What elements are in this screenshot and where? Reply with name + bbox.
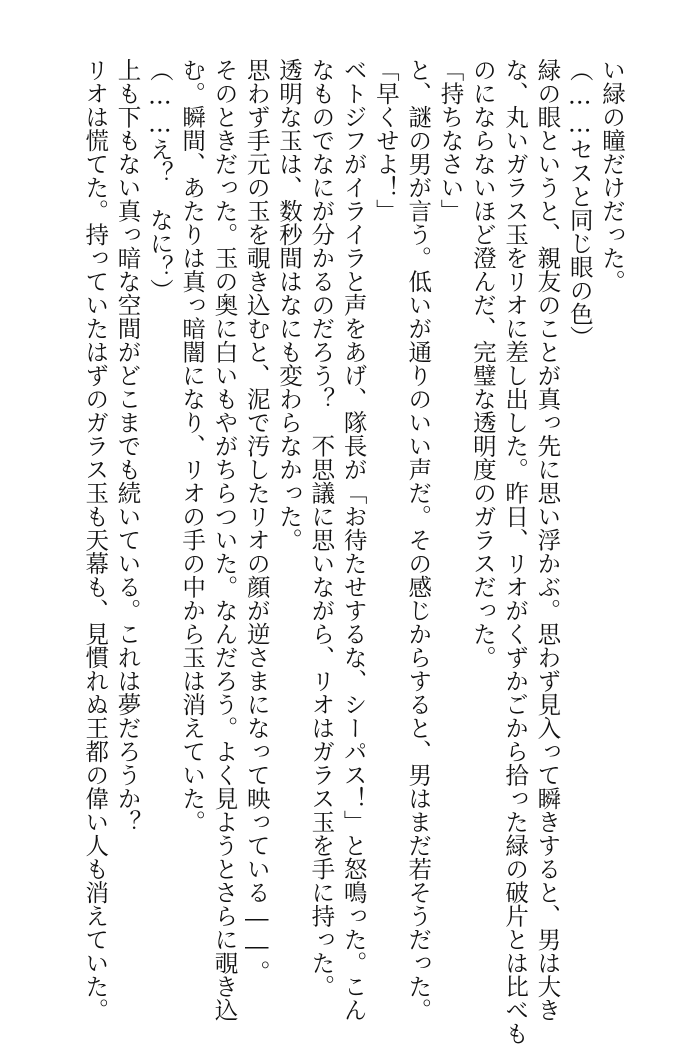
text-line: 思わず手元の玉を覗き込むと、泥で汚したリオの顔が逆さまになって映っている――。 xyxy=(242,58,271,984)
text-line: と、謎の男が言う。低いが通りのいい声だ。その感じからすると、男はまだ若そうだった。 xyxy=(404,58,433,1022)
text-line: 透明な玉は、数秒間はなにも変わらなかった。 xyxy=(275,58,304,552)
text-line: （……え？ なに？） xyxy=(145,58,174,302)
text-line: なものでなにが分かるのだろう？ 不思議に思いながら、リオはガラス玉を手に持った。 xyxy=(307,58,336,998)
text-line: リオは慌てた。持っていたはずのガラス玉も天幕も、見慣れぬ王都の偉い人も消えていた。 xyxy=(81,58,110,1022)
text-line: のにならないほど澄んだ、完璧な透明度のガラスだった。 xyxy=(468,58,497,669)
text-line: 緑の眼というと、親友のことが真っ先に思い浮かぶ。思わず見入って瞬きすると、男は大き xyxy=(533,58,562,1022)
text-line: む。瞬間、あたりは真っ暗闇になり、リオの手の中から玉は消えていた。 xyxy=(178,58,207,834)
text-line: そのときだった。玉の奥に白いもやがちらついた。なんだろう。よく見ようとさらに覗き込 xyxy=(210,58,239,1022)
vertical-text-body xyxy=(79,58,628,1045)
text-line: 「早くせよ！」 xyxy=(371,58,400,223)
text-line: （……セスと同じ眼の色） xyxy=(565,58,594,349)
text-line: ベトジフがイライラと声をあげ、隊長が「お待たせするな、シーパス！」と怒鳴った。こん xyxy=(339,58,368,1022)
text-line: 「持ちなさい」 xyxy=(436,58,465,223)
text-line: な、丸いガラス玉をリオに差し出した。昨日、リオがくずかごから拾った緑の破片とは比べも xyxy=(501,58,530,1045)
text-line: 上も下もない真っ暗な空間がどこまでも続いている。これは夢だろうか？ xyxy=(113,58,142,834)
text-line: い緑の瞳だけだった。 xyxy=(598,58,626,293)
